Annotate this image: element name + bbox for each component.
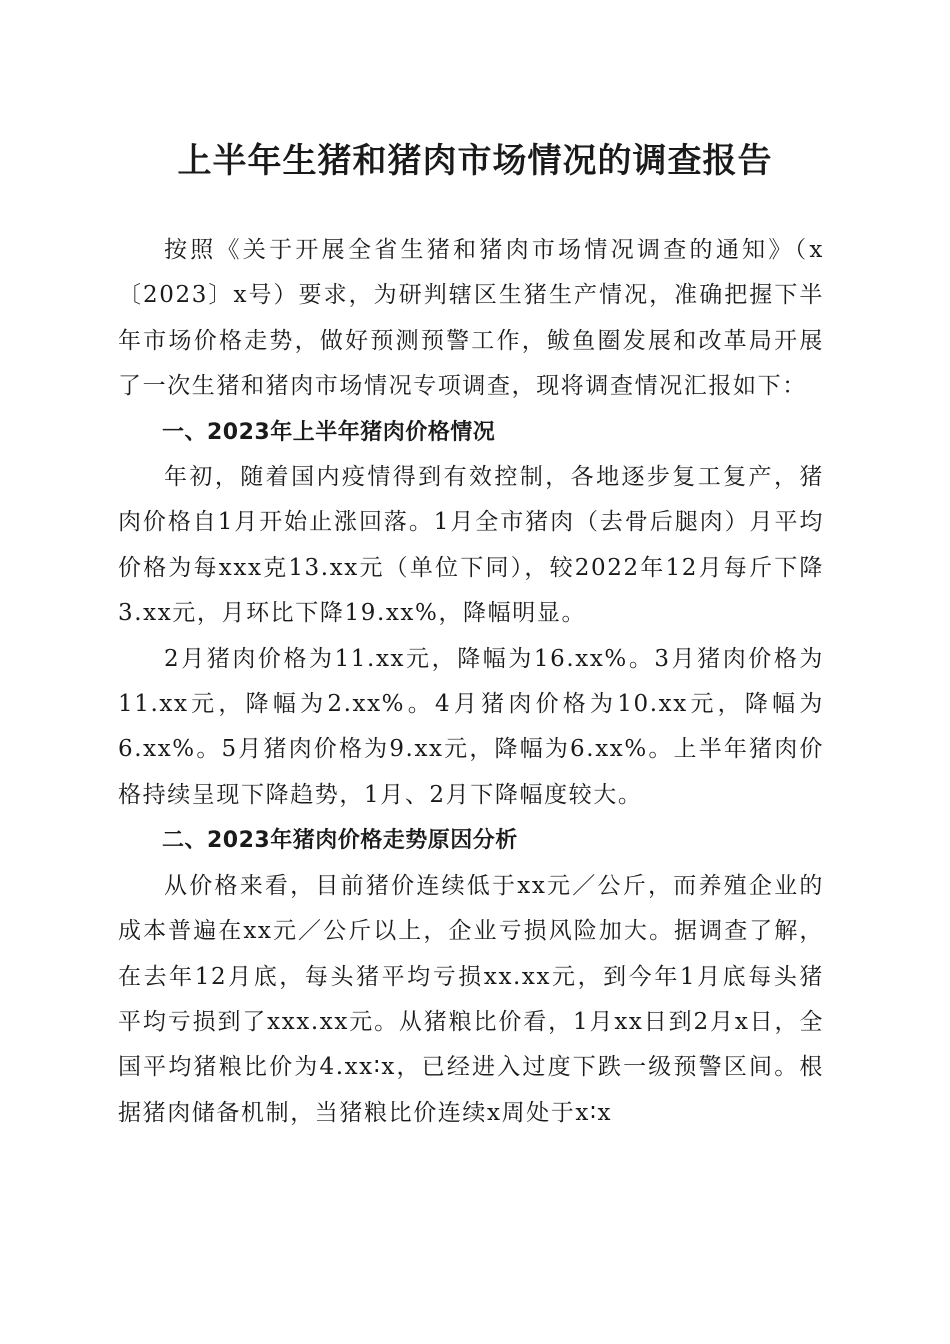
section-1-paragraph: 年初，随着国内疫情得到有效控制，各地逐步复工复产，猪肉价格自1月开始止涨回落。1月全市猪肉（去骨后腿肉）月平均价格为每xxx克13.xx元（单位下同），较2022年12月每斤下降3.xx元，月环比下降19.xx%，降幅明显。: [118, 464, 824, 627]
document-body: [118, 228, 824, 1136]
section-2-heading: 二、2023年猪肉价格走势原因分析: [162, 828, 518, 854]
section-2-paragraph: 从价格来看，目前猪价连续低于xx元／公斤，而养殖企业的成本普遍在xx元／公斤以上，企业亏损风险加大。据调查了解，在去年12月底，每头猪平均亏损xx.xx元，到今年1月底每头猪平均亏损到了xxx.xx元。从猪粮比价看，1月xx日到2月x日，全国平均猪粮比价为4.xx∶x，已经进入过度下跌一级预警区间。根据猪肉储备机制，当猪粮比价连续x周处于x∶x: [118, 872, 824, 1126]
section-1-heading: 一、2023年上半年猪肉价格情况: [162, 419, 496, 445]
document-title: 上半年生猪和猪肉市场情况的调查报告: [177, 141, 773, 181]
section-1-paragraph: 2月猪肉价格为11.xx元，降幅为16.xx%。3月猪肉价格为11.xx元，降幅为2.xx%。4月猪肉价格为10.xx元，降幅为6.xx%。5月猪肉价格为9.xx元，降幅为6.xx%。上半年猪肉价格持续呈现下降趋势，1月、2月下降幅度较大。: [118, 645, 824, 808]
intro-paragraph: 按照《关于开展全省生猪和猪肉市场情况调查的通知》（x〔2023〕x号）要求，为研判辖区生猪生产情况，准确把握下半年市场价格走势，做好预测预警工作，鲅鱼圈发展和改革局开展了一次生猪和猪肉市场情况专项调查，现将调查情况汇报如下：: [118, 237, 824, 400]
